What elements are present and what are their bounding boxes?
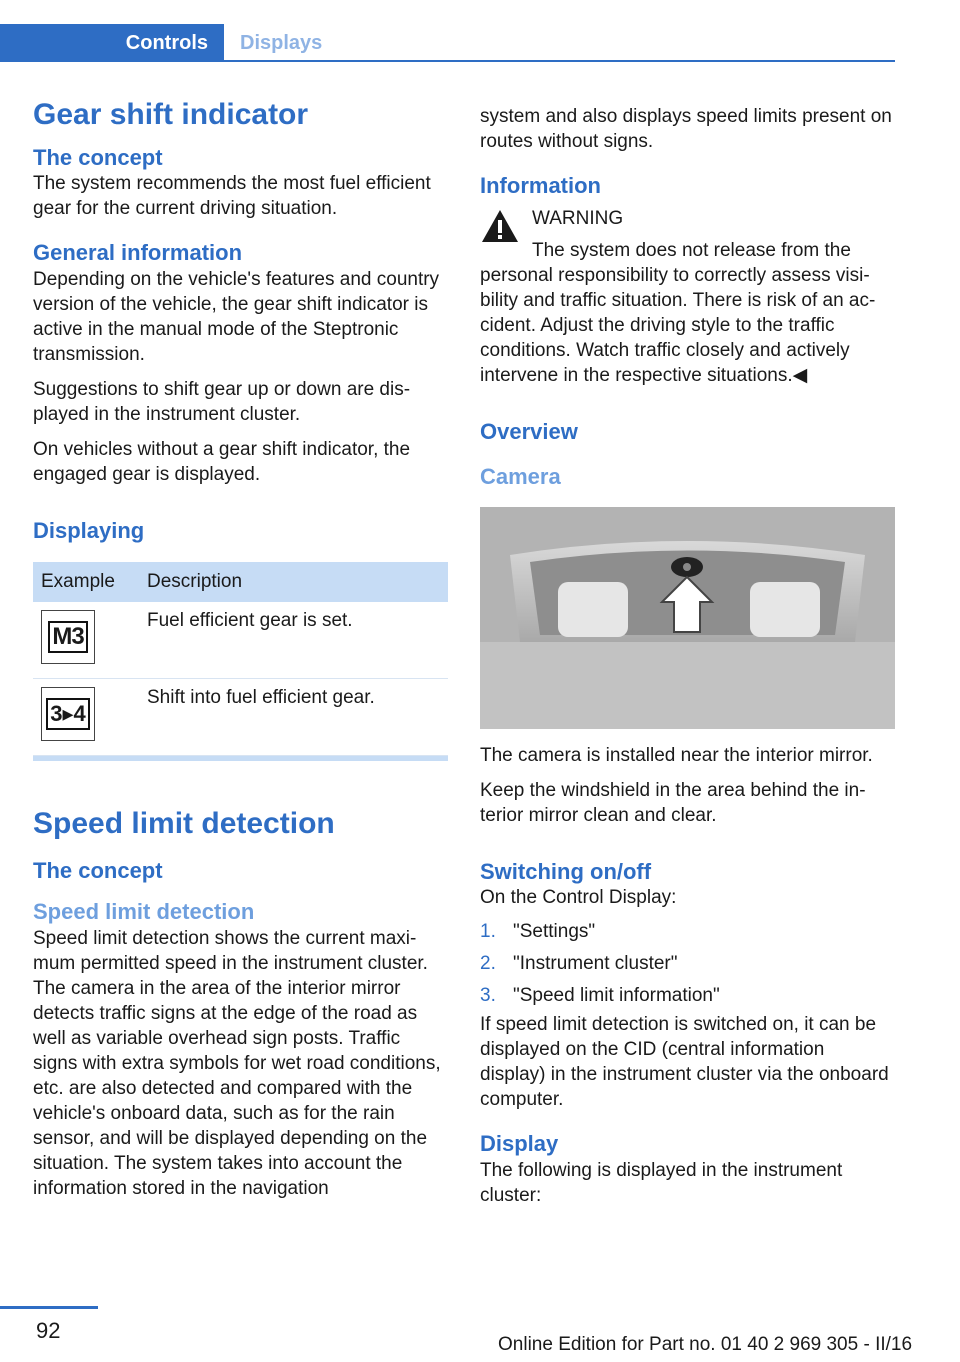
- display-text: The following is displayed in the instrument cluster:: [480, 1159, 843, 1206]
- switching-text-2: If speed limit detection is switched on, it can be displayed on the CID (central information display) in the instrument cluster via the onboard computer.: [480, 1014, 889, 1110]
- switching-heading: Switching on/off: [480, 858, 652, 884]
- tab-controls[interactable]: Controls: [0, 24, 224, 62]
- steps-list: [480, 916, 895, 1012]
- table-cell-desc: Fuel efficient gear is set.: [139, 602, 448, 679]
- warning-block: [480, 206, 895, 231]
- display-heading: Display: [480, 1131, 559, 1156]
- tab-displays[interactable]: Displays: [240, 31, 323, 54]
- warning-label: WARNING: [532, 207, 624, 229]
- table-cell-desc: Shift into fuel efficient gear.: [139, 679, 448, 756]
- overview-heading: Overview: [480, 418, 578, 444]
- table-row: [33, 602, 448, 679]
- camera-text-2: Keep the windshield in the area behind the interior mirror clean and clear.: [480, 779, 866, 826]
- camera-image: [480, 507, 895, 729]
- table-header-description: Description: [139, 562, 448, 602]
- general-info-heading: General information: [33, 240, 243, 265]
- list-item: 3. "Speed limit information": [480, 985, 720, 1006]
- gear-shift-up-icon: 3▸4: [41, 687, 95, 741]
- switching-text: On the Control Display:: [480, 887, 677, 908]
- general-info-text-1: Depending on the vehicle's features and country version of the vehicle, the gear shift indicator is active in the manual mode of the Steptronic transmission.: [33, 268, 440, 365]
- camera-text-1: The camera is installed near the interior mirror.: [480, 744, 873, 766]
- right-column: [480, 104, 895, 1208]
- concept-heading: The concept: [33, 144, 163, 170]
- concept-text: The system recommends the most fuel efficient gear for the current driving situation.: [33, 173, 431, 219]
- continued-text: system and also displays speed limits present on routes without signs.: [480, 106, 892, 152]
- sld-concept-heading: The concept: [33, 857, 163, 883]
- information-heading: Information: [480, 173, 601, 198]
- list-item: 1. "Settings": [480, 921, 596, 942]
- gear-indicator-table: [33, 562, 448, 756]
- warning-triangle-icon: [480, 208, 520, 244]
- gear-shift-indicator-title: Gear shift indicator: [33, 98, 309, 131]
- edition-text: Online Edition for Part no. 01 40 2 969 305 - II/16: [498, 1334, 913, 1355]
- gear-m3-icon: M3: [41, 610, 95, 664]
- header-rule: [0, 60, 895, 62]
- general-info-text-3: On vehicles without a gear shift indicator, the engaged gear is displayed.: [33, 438, 411, 485]
- page-number: 92: [36, 1318, 61, 1343]
- displaying-heading: Displaying: [33, 517, 145, 543]
- general-info-text-2: Suggestions to shift gear up or down are displayed in the instrument cluster.: [33, 378, 411, 425]
- sld-subheading: Speed limit detection: [33, 899, 255, 924]
- list-item: 2. "Instrument cluster": [480, 953, 678, 974]
- warning-text: The system does not release from the personal responsibility to correctly assess visibility and traffic situation. There is risk of an accident. Adjust the driving style to the traffic conditions. Watch traffic closely and actively intervene in the respective situations.◀: [480, 239, 876, 386]
- table-row: [33, 679, 448, 756]
- speed-limit-detection-title: Speed limit detection: [33, 807, 335, 840]
- footer-rule: [0, 1306, 98, 1309]
- table-header-example: Example: [33, 562, 139, 602]
- camera-heading: Camera: [480, 464, 561, 489]
- left-column: [33, 96, 448, 1201]
- sld-text: Speed limit detection shows the current maximum permitted speed in the instrument cluster. The camera in the area of the interior mirror detects traffic signs at the edge of the road as well as variable overhead sign posts. Traffic signs with extra symbols for wet road conditions, etc. are also detected and compared with the vehicle's onboard data, such as for the rain sensor, and will be displayed depending on the situation. The system takes into account the information stored in the navigation: [33, 927, 441, 1199]
